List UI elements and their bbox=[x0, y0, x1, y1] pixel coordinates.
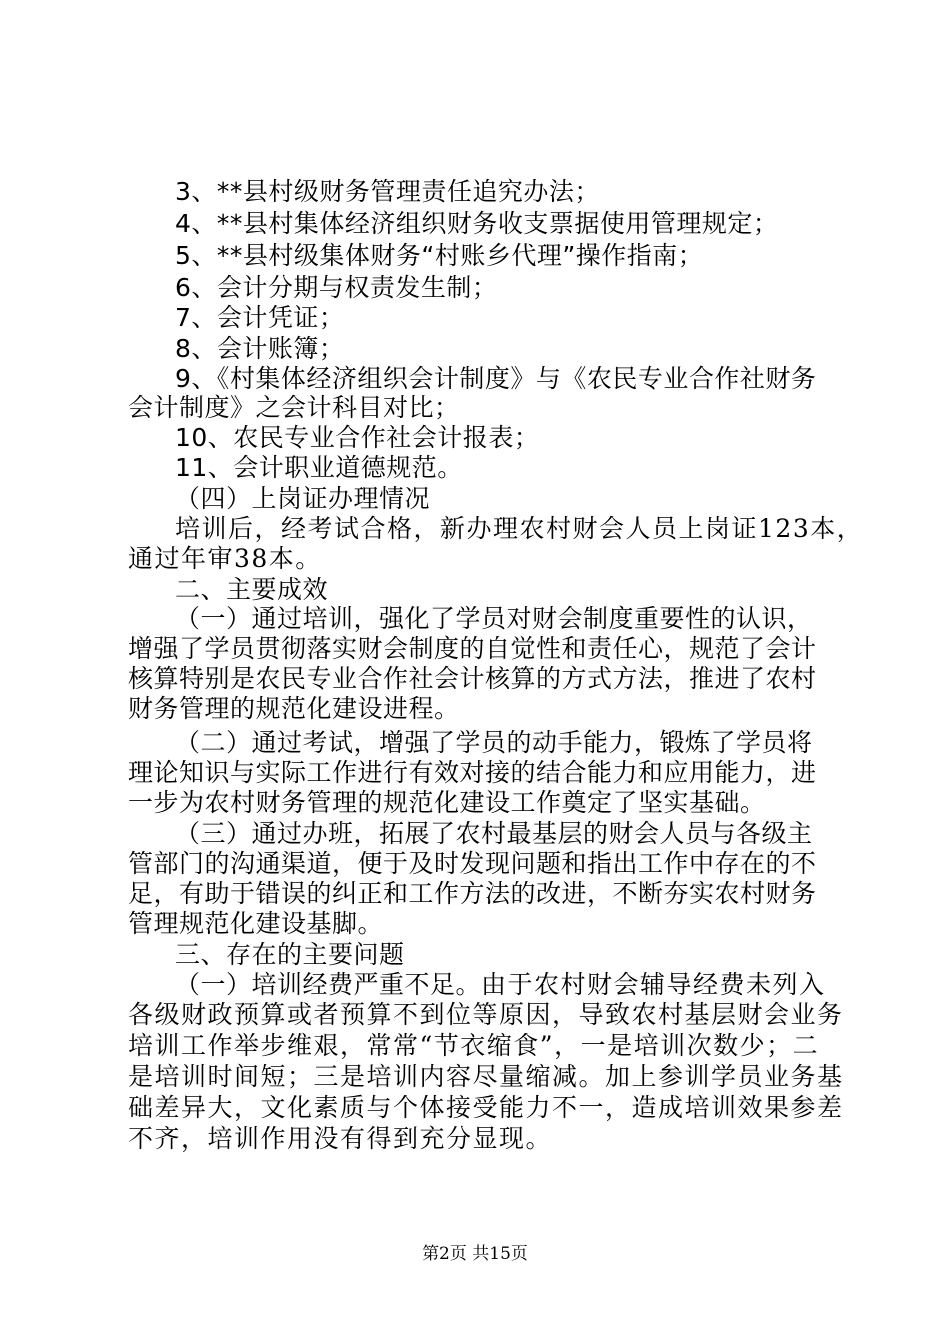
emphasis-text: （一）培训经费严重不足。 bbox=[175, 970, 482, 999]
list-item: 10、农民专业合作社会计报表； bbox=[175, 423, 540, 452]
paragraph-line: 础差异大，文化素质与个体接受能力不一，造成培训效果参差 bbox=[128, 1093, 844, 1122]
list-item: 8、会计账簿； bbox=[175, 334, 345, 363]
paragraph-line: 管理规范化建设基脚。 bbox=[128, 909, 384, 938]
section-heading: 三、存在的主要问题 bbox=[175, 940, 405, 969]
body-text: 由于农村财会辅导经费未列入 bbox=[481, 970, 826, 999]
paragraph-line: 各级财政预算或者预算不到位等原因，导致农村基层财会业务 bbox=[128, 1000, 844, 1029]
paragraph-line: 增强了学员贯彻落实财会制度的自觉性和责任心，规范了会计 bbox=[128, 634, 817, 663]
list-item: 3、**县村级财务管理责任追究办法； bbox=[175, 177, 600, 206]
list-item: 11、会计职业道德规范。 bbox=[175, 453, 463, 482]
section-heading: 二、主要成效 bbox=[175, 575, 329, 604]
paragraph-line: （三）通过办班，拓展了农村最基层的财会人员与各级主 bbox=[175, 819, 813, 848]
section-heading: （四）上岗证办理情况 bbox=[175, 484, 431, 513]
list-item: 9、《村集体经济组织会计制度》与《农民专业合作社财务 bbox=[175, 364, 817, 393]
list-item: 6、会计分期与权责发生制； bbox=[175, 273, 498, 302]
paragraph-line: （一）通过培训，强化了学员对财会制度重要性的认识， bbox=[175, 604, 813, 633]
text-line: 会计制度》之会计科目对比； bbox=[128, 393, 460, 422]
paragraph-line: 通过年审38本。 bbox=[128, 544, 322, 573]
paragraph-line bbox=[0, 970, 950, 1000]
paragraph-line: 培训后，经考试合格，新办理农村财会人员上岗证123本， bbox=[175, 514, 864, 543]
list-item: 7、会计凭证； bbox=[175, 303, 345, 332]
paragraph-line: （二）通过考试，增强了学员的动手能力，锻炼了学员将 bbox=[175, 728, 813, 757]
paragraph-line: 不齐，培训作用没有得到充分显现。 bbox=[128, 1124, 553, 1153]
paragraph-line: 理论知识与实际工作进行有效对接的结合能力和应用能力，进 bbox=[128, 758, 817, 787]
paragraph-line: 财务管理的规范化建设进程。 bbox=[128, 694, 460, 723]
paragraph-line: 培训工作举步维艰，常常“节衣缩食”，一是培训次数少；二 bbox=[128, 1031, 820, 1060]
list-item: 4、**县村集体经济组织财务收支票据使用管理规定； bbox=[175, 209, 779, 238]
paragraph-line: 足，有助于错误的纠正和工作方法的改进，不断夯实农村财务 bbox=[128, 879, 817, 908]
paragraph-line: 是培训时间短；三是培训内容尽量缩减。加上参训学员业务基 bbox=[128, 1062, 844, 1091]
page-number-footer: 第2页 共15页 bbox=[422, 1244, 528, 1264]
paragraph-line: 管部门的沟通渠道，便于及时发现问题和指出工作中存在的不 bbox=[128, 849, 817, 878]
paragraph-line: 一步为农村财务管理的规范化建设工作奠定了坚实基础。 bbox=[128, 788, 766, 817]
paragraph-line: 核算特别是农民专业合作社会计核算的方式方法，推进了农村 bbox=[128, 664, 817, 693]
list-item: 5、**县村级集体财务“村账乡代理”操作指南； bbox=[175, 241, 704, 270]
